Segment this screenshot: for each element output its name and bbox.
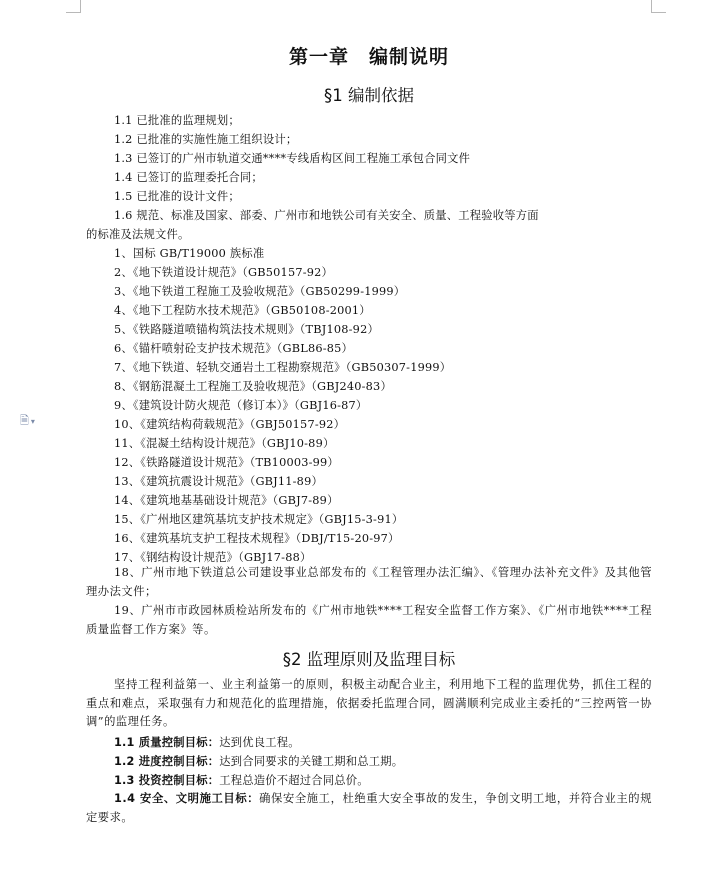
standard-item: 1、国标 GB/T19000 族标准 — [114, 247, 265, 260]
standard-item: 17、《钢结构设计规范》（GBJ17-88） — [114, 551, 312, 564]
standard-item: 14、《建筑地基基础设计规范》（GBJ7-89） — [114, 494, 339, 507]
goal-item — [114, 734, 300, 752]
goal-text: 达到合同要求的关键工期和总工期。 — [219, 755, 404, 768]
standard-item: 12、《铁路隧道设计规范》（TB10003-99） — [114, 456, 339, 469]
standard-item: 7、《地下铁道、轻轨交通岩土工程勘察规范》（GB50307-1999） — [114, 361, 452, 374]
standard-item: 5、《铁路隧道喷锚构筑法技术规则》（TBJ108-92） — [114, 323, 379, 336]
goal-label: 1.4 安全、文明施工目标： — [114, 792, 260, 805]
standard-item: 6、《锚杆喷射砼支护技术规范》（GBL86-85） — [114, 342, 354, 355]
basis-item: 1.3 已签订的广州市轨道交通****专线盾构区间工程施工承包合同文件 — [114, 152, 471, 165]
goal-label: 1.2 进度控制目标： — [114, 755, 220, 768]
page-corner-mark-right — [651, 0, 666, 13]
goal-item — [86, 790, 652, 827]
goal-item — [114, 772, 369, 790]
goal-item — [114, 753, 403, 771]
standard-item: 11、《混凝土结构设计规范》（GBJ10-89） — [114, 437, 335, 450]
principle-paragraph: 坚持工程利益第一、业主利益第一的原则，积极主动配合业主，利用地下工程的监理优势，抓住工程的重点和难点，采取强有力和规范化的监理措施，依据委托监理合同，圆满顺利完成业主委托的“三控两管一协调”的监理任务。 — [86, 678, 652, 729]
section2-title: §2 监理原则及监理目标 — [282, 650, 456, 669]
basis-item: 1.2 已批准的实施性施工组织设计； — [114, 133, 298, 146]
basis-item-16-line1: 1.6 规范、标准及国家、部委、广州市和地铁公司有关安全、质量、工程验收等方面 — [114, 209, 539, 222]
section1-title: §1 编制依据 — [324, 86, 414, 105]
standard-item-18: 18、广州市地下铁道总公司建设事业总部发布的《工程管理办法汇编》、《管理办法补充文件》及其他管理办法文件； — [86, 566, 652, 598]
document-options-icon[interactable]: 🗎 ▾ — [20, 414, 35, 427]
basis-item: 1.4 已签订的监理委托合同； — [114, 171, 263, 184]
goal-text: 达到优良工程。 — [219, 736, 300, 749]
chapter-title: 第一章 编制说明 — [288, 46, 449, 68]
goal-label: 1.1 质量控制目标： — [114, 736, 220, 749]
standard-item: 8、《钢筋混凝土工程施工及验收规范》（GBJ240-83） — [114, 380, 392, 393]
standard-item: 15、《广州地区建筑基坑支护技术规定》（GBJ15-3-91） — [114, 513, 404, 526]
standard-item: 16、《建筑基坑支护工程技术规程》（DBJ/T15-20-97） — [114, 532, 400, 545]
standard-item: 3、《地下铁道工程施工及验收规范》（GB50299-1999） — [114, 285, 406, 298]
standard-item: 2、《地下铁道设计规范》（GB50157-92） — [114, 266, 334, 279]
standard-item: 9、《建筑设计防火规范（修订本）》（GBJ16-87） — [114, 399, 368, 412]
standard-item: 13、《建筑抗震设计规范》（GBJ11-89） — [114, 475, 323, 488]
basis-item: 1.1 已批准的监理规划； — [114, 114, 240, 127]
goal-text: 工程总造价不超过合同总价。 — [219, 774, 369, 787]
standard-item: 4、《地下工程防水技术规范》（GB50108-2001） — [114, 304, 371, 317]
basis-item: 1.5 已批准的设计文件； — [114, 190, 240, 203]
basis-item-16-line2: 的标准及法规文件。 — [86, 228, 190, 241]
standard-item: 10、《建筑结构荷载规范》（GBJ50157-92） — [114, 418, 346, 431]
goal-text: 确保安全施工，杜绝重大安全事故的发生，争创文明工地，并符合业主的规定要求。 — [86, 792, 652, 824]
standard-item-19: 19、广州市市政园林质检站所发布的《广州市地铁****工程安全监督工作方案》、《广州市地铁****工程质量监督工作方案》等。 — [86, 604, 652, 636]
goal-label: 1.3 投资控制目标： — [114, 774, 220, 787]
page-corner-mark-left — [66, 0, 81, 13]
